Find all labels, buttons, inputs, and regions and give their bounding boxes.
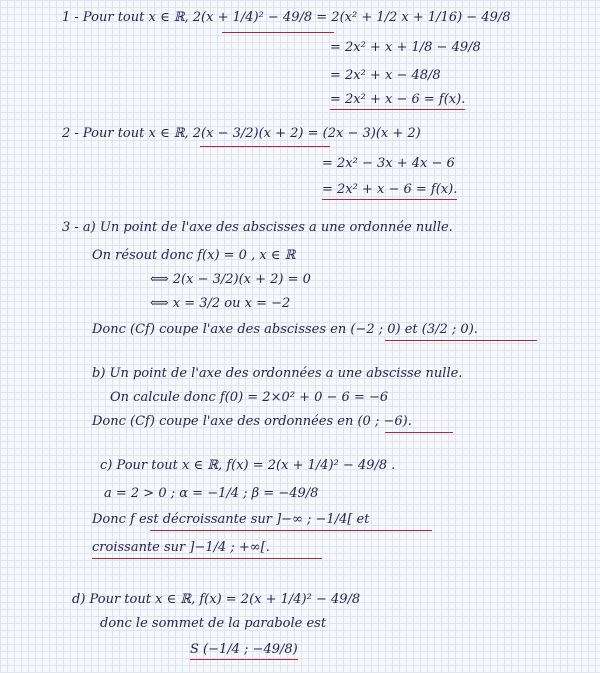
- q3a-line-3: ⟺ 2(x − 3/2)(x + 2) = 0: [150, 272, 311, 287]
- q1-line-1: 1 - Pour tout x ∈ ℝ, 2(x + 1/4)² − 49/8 = 2(x² + 1/2 x + 1/16) − 49/8: [62, 10, 511, 25]
- q2-line-2: = 2x² − 3x + 4x − 6: [322, 156, 455, 171]
- q1-line-3: = 2x² + x − 48/8: [330, 68, 441, 83]
- q3d-line-2: donc le sommet de la parabole est: [100, 616, 327, 631]
- q3a-line-2: On résout donc f(x) = 0 , x ∈ ℝ: [92, 248, 296, 263]
- q3b-line-2: On calcule donc f(0) = 2×0² + 0 − 6 = −6: [110, 390, 389, 405]
- q3d-line-3: S (−1/4 ; −49/8): [190, 642, 298, 660]
- q3a-line-5: Donc (Cf) coupe l'axe des abscisses en (−2 ; 0) et (3/2 ; 0).: [92, 322, 478, 337]
- q3c-line-2: a = 2 > 0 ; α = −1/4 ; β = −49/8: [104, 486, 319, 501]
- q3b-line-3: Donc (Cf) coupe l'axe des ordonnées en (0 ; −6).: [92, 414, 412, 429]
- q3c-underline-1: [150, 530, 432, 531]
- q3a-line-1: 3 - a) Un point de l'axe des abscisses a une ordonnée nulle.: [62, 220, 453, 235]
- q3a-underline: [385, 340, 537, 341]
- q1-line-4: = 2x² + x − 6 = f(x).: [330, 92, 465, 110]
- q3c-line-1: c) Pour tout x ∈ ℝ, f(x) = 2(x + 1/4)² − 49/8 .: [100, 458, 396, 473]
- q3d-line-1: d) Pour tout x ∈ ℝ, f(x) = 2(x + 1/4)² − 49/8: [72, 592, 361, 607]
- q3c-underline-2: [92, 558, 322, 559]
- q2-underline-left: [200, 146, 330, 147]
- q3c-line-3: Donc f est décroissante sur ]−∞ ; −1/4[ et: [92, 512, 370, 527]
- q3c-line-4: croissante sur ]−1/4 ; +∞[.: [92, 540, 270, 555]
- q3a-line-4: ⟺ x = 3/2 ou x = −2: [150, 296, 291, 311]
- q3b-underline: [385, 432, 453, 433]
- q2-line-3: = 2x² + x − 6 = f(x).: [322, 182, 457, 200]
- q3b-line-1: b) Un point de l'axe des ordonnées a une abscisse nulle.: [92, 366, 463, 381]
- q1-underline-left: [222, 32, 334, 33]
- q2-line-1: 2 - Pour tout x ∈ ℝ, 2(x − 3/2)(x + 2) = (2x − 3)(x + 2): [62, 126, 421, 141]
- q1-line-2: = 2x² + x + 1/8 − 49/8: [330, 40, 481, 55]
